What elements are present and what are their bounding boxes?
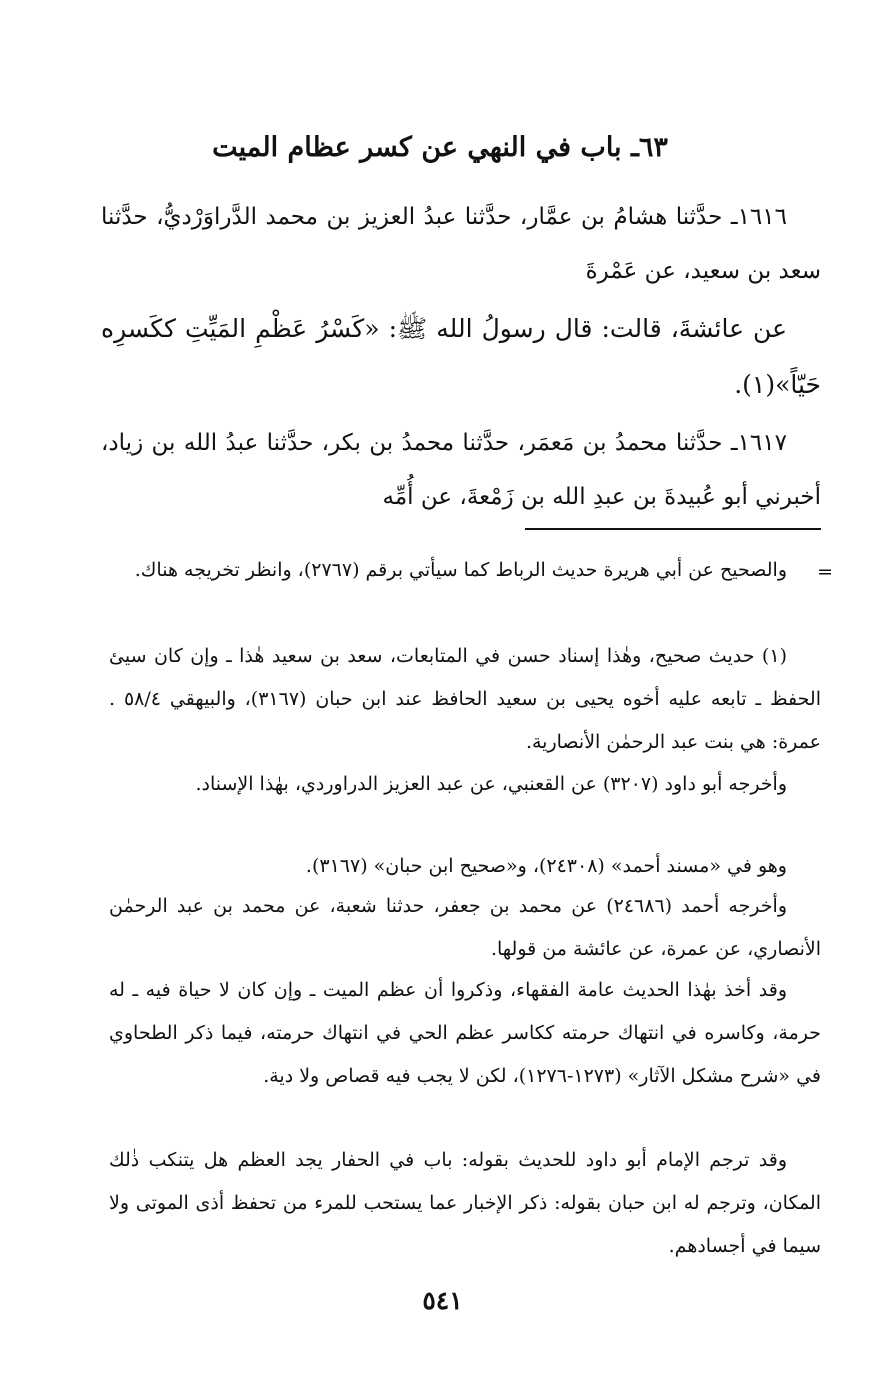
footnote-separator [525,528,821,530]
footnote-continuation: والصحيح عن أبي هريرة حديث الرباط كما سيأتي برقم (٢٧٦٧)، وانظر تخريجه هناك. [134,559,787,581]
footnote-musnad: وهو في «مسند أحمد» (٢٤٣٠٨)، و«صحيح ابن حبان» (٣١٦٧). [305,855,787,877]
footnote-tarjama: وقد ترجم الإمام أبو داود للحديث بقوله: باب في الحفار يجد العظم هل يتنكب ذٰلك المكان، وترجم له ابن حبان بقوله: ذكر الإخبار عما يستحب للمرء من تحفظ أذى الموتى ولا سيما في أجسادهم. [109,1149,821,1257]
footnote-continuation-mark: = [817,561,833,583]
chapter-title: ٦٣ـ باب في النهي عن كسر عظام الميت [212,132,668,163]
footnote-abu-dawud: وأخرجه أبو داود (٣٢٠٧) عن القعنبي، عن عبد العزيز الدراوردي، بهٰذا الإسناد. [195,773,787,795]
page-number: ٥٤١ [422,1286,463,1315]
footnote-fuqaha: وقد أخذ بهٰذا الحديث عامة الفقهاء، وذكروا أن عظم الميت ـ وإن كان لا حياة فيه ـ له حرمة، وكاسره في انتهاك حرمته ككاسر عظم الحي في انتهاك حرمته، فيما ذكر الطحاوي في «شرح مشكل الآثار» (١٢٧٣-١٢٧٦)، لكن لا يجب فيه قصاص ولا دية. [109,979,821,1087]
footnote-ahmad: وأخرجه أحمد (٢٤٦٨٦) عن محمد بن جعفر، حدثنا شعبة، عن محمد بن عبد الرحمٰن الأنصاري، عن عمرة، عن عائشة من قولها. [109,895,821,960]
hadith-1617-chain: ١٦١٧ـ حدَّثنا محمدُ بن مَعمَر، حدَّثنا محمدُ بن بكر، حدَّثنا عبدُ الله بن زياد، أخبرني أبو عُبيدةَ بن عبدِ الله بن زَمْعةَ، عن أُمِّه [101,430,821,510]
footnote-1: (١) حديث صحيح، وهٰذا إسناد حسن في المتابعات، سعد بن سعيد هٰذا ـ وإن كان سيئ الحفظ ـ تابعه عليه أخوه يحيى بن سعيد الحافظ عند ابن حبان (٣١٦٧)، والبيهقي ٥٨/٤ . عمرة: هي بنت عبد الرحمٰن الأنصارية. [109,645,821,753]
hadith-1616-chain: ١٦١٦ـ حدَّثنا هشامُ بن عمَّار، حدَّثنا عبدُ العزيز بن محمد الدَّراوَرْديُّ، حدَّثنا سعد بن سعيد، عن عَمْرةَ [101,204,821,284]
hadith-1616-text: عن عائشةَ، قالت: قال رسولُ الله ﷺ: «كَسْرُ عَظْمِ المَيِّتِ ككَسرِه حَيّاً»(١). [101,314,821,399]
